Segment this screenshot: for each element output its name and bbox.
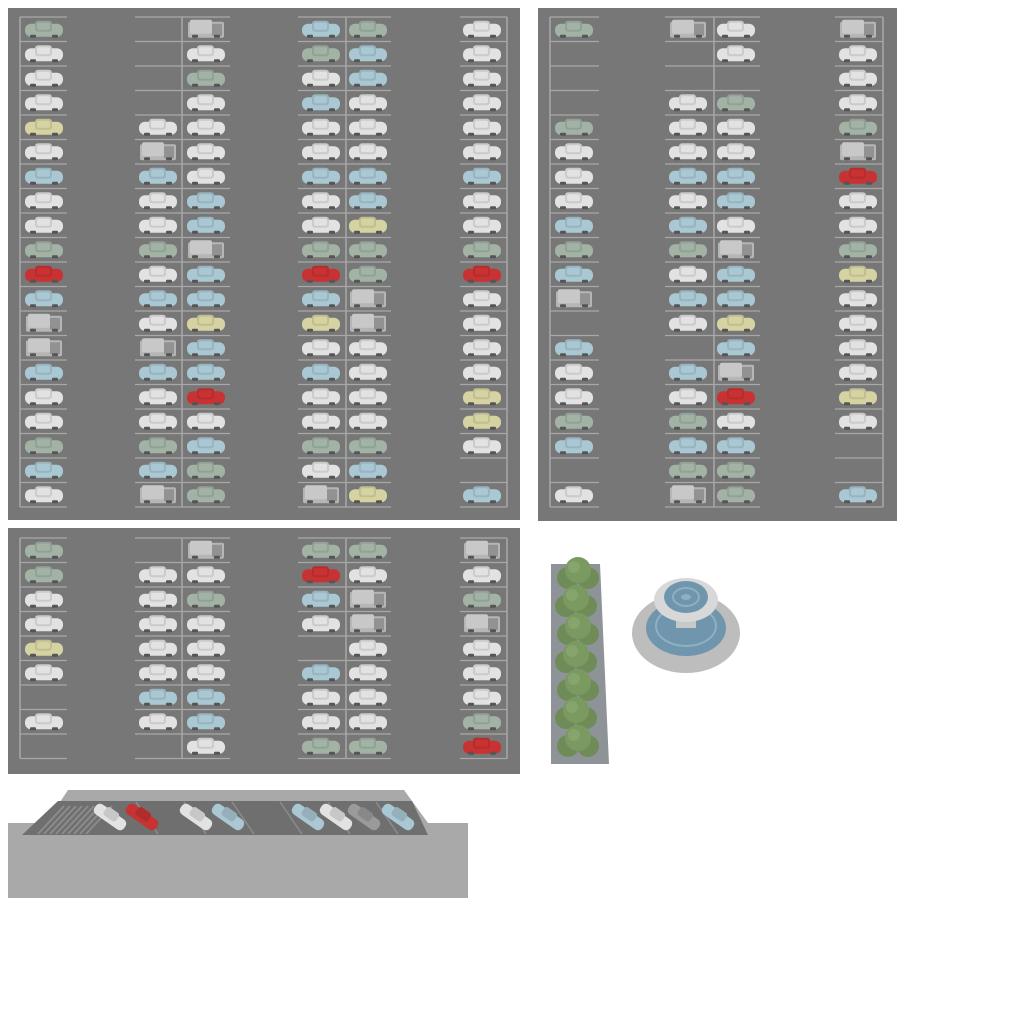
parked-car	[669, 388, 707, 405]
parked-car	[718, 363, 754, 381]
parked-car	[139, 689, 177, 706]
parked-cars	[25, 541, 501, 755]
parked-car	[463, 388, 501, 405]
parked-car	[463, 315, 501, 332]
parked-car	[139, 664, 177, 681]
parked-car	[25, 462, 63, 479]
parked-car	[25, 119, 63, 136]
parked-car	[463, 738, 501, 755]
parked-car	[463, 591, 501, 608]
parked-car	[25, 290, 63, 307]
parked-car	[302, 94, 340, 111]
parked-car	[302, 168, 340, 185]
parked-car	[302, 290, 340, 307]
parked-car	[302, 689, 340, 706]
parked-car	[25, 21, 63, 38]
parked-car	[139, 462, 177, 479]
parked-car	[139, 266, 177, 283]
parked-car	[350, 614, 386, 632]
parked-car	[25, 45, 63, 62]
parked-car	[349, 689, 387, 706]
parked-car	[839, 45, 877, 62]
parked-car	[187, 388, 225, 405]
parked-car	[555, 241, 593, 258]
parked-car	[840, 142, 876, 160]
parked-car	[139, 591, 177, 608]
parked-car	[25, 486, 63, 503]
parked-car	[669, 217, 707, 234]
parked-car	[349, 462, 387, 479]
parked-car	[187, 45, 225, 62]
parked-car	[349, 542, 387, 559]
parked-car	[669, 364, 707, 381]
parked-car	[555, 266, 593, 283]
parked-car	[349, 566, 387, 583]
parked-car	[349, 192, 387, 209]
parked-cars	[25, 20, 501, 504]
parked-car	[187, 364, 225, 381]
parked-car	[25, 217, 63, 234]
parked-car	[669, 119, 707, 136]
parked-car	[25, 413, 63, 430]
parking-lines	[550, 17, 883, 507]
parked-car	[302, 119, 340, 136]
parked-car	[669, 168, 707, 185]
parked-car	[140, 485, 176, 503]
parked-car	[139, 168, 177, 185]
parked-car	[669, 241, 707, 258]
parked-car	[139, 217, 177, 234]
parked-car	[839, 388, 877, 405]
parked-car	[839, 168, 877, 185]
parked-car	[140, 338, 176, 356]
parking-lot-small	[8, 528, 520, 774]
parked-car	[139, 119, 177, 136]
parked-car	[555, 21, 593, 38]
parked-car	[463, 486, 501, 503]
parked-car	[349, 413, 387, 430]
parked-car	[839, 266, 877, 283]
parked-car	[349, 70, 387, 87]
parked-car	[717, 290, 755, 307]
parked-car	[717, 21, 755, 38]
parked-car	[139, 241, 177, 258]
parked-car	[349, 143, 387, 160]
parked-car	[555, 339, 593, 356]
parked-car	[464, 541, 500, 559]
parking-lot-right-canvas	[538, 8, 897, 521]
parked-car	[302, 713, 340, 730]
parked-car	[717, 266, 755, 283]
parked-car	[302, 217, 340, 234]
parked-car	[839, 486, 877, 503]
parked-car	[349, 738, 387, 755]
parked-car	[839, 119, 877, 136]
parked-car	[839, 315, 877, 332]
parked-car	[187, 168, 225, 185]
parked-car	[717, 192, 755, 209]
parked-car	[187, 192, 225, 209]
parked-car	[669, 315, 707, 332]
parked-car	[839, 413, 877, 430]
parked-car	[139, 640, 177, 657]
parked-car	[669, 94, 707, 111]
parked-car	[463, 168, 501, 185]
parking-lot-small-canvas	[8, 528, 520, 774]
parking-lot-right	[538, 8, 897, 521]
parked-car	[302, 70, 340, 87]
parked-car	[25, 364, 63, 381]
parked-car	[463, 689, 501, 706]
parked-car	[187, 437, 225, 454]
parked-car	[349, 364, 387, 381]
fountain-jet	[681, 594, 691, 600]
parked-car	[187, 119, 225, 136]
parked-car	[670, 485, 706, 503]
parked-car	[349, 21, 387, 38]
parked-car	[839, 192, 877, 209]
parked-car	[187, 266, 225, 283]
parked-car	[669, 290, 707, 307]
parked-car	[717, 388, 755, 405]
parked-car	[349, 168, 387, 185]
parked-car	[25, 591, 63, 608]
parked-car	[302, 738, 340, 755]
parked-car	[25, 542, 63, 559]
parked-car	[463, 143, 501, 160]
parked-car	[463, 94, 501, 111]
parked-car	[555, 437, 593, 454]
parked-car	[717, 462, 755, 479]
parked-car	[555, 217, 593, 234]
parked-car	[717, 168, 755, 185]
parked-car	[718, 240, 754, 258]
parked-car	[839, 290, 877, 307]
parked-car	[463, 664, 501, 681]
parked-car	[187, 339, 225, 356]
parked-car	[139, 566, 177, 583]
parked-car	[839, 339, 877, 356]
parked-car	[187, 738, 225, 755]
parked-car	[187, 94, 225, 111]
parked-car	[463, 640, 501, 657]
parked-car	[463, 713, 501, 730]
parked-car	[302, 388, 340, 405]
parked-car	[25, 664, 63, 681]
parked-car	[303, 485, 339, 503]
parked-car	[25, 640, 63, 657]
parked-car	[25, 437, 63, 454]
parked-car	[839, 364, 877, 381]
parked-car	[669, 413, 707, 430]
parked-car	[349, 713, 387, 730]
parked-car	[302, 45, 340, 62]
parked-car	[187, 462, 225, 479]
parked-car	[302, 462, 340, 479]
parked-car	[25, 241, 63, 258]
parked-car	[25, 266, 63, 283]
parked-car	[349, 217, 387, 234]
parked-car	[555, 486, 593, 503]
parked-car	[349, 241, 387, 258]
parking-ramp	[8, 788, 468, 898]
parked-car	[717, 119, 755, 136]
parked-car	[302, 339, 340, 356]
parked-car	[25, 94, 63, 111]
parked-car	[840, 20, 876, 38]
parked-car	[839, 217, 877, 234]
parked-car	[669, 143, 707, 160]
parked-car	[302, 315, 340, 332]
parked-car	[717, 437, 755, 454]
parked-car	[187, 566, 225, 583]
parked-car	[463, 21, 501, 38]
parked-car	[717, 143, 755, 160]
parked-car	[349, 388, 387, 405]
parked-car	[555, 119, 593, 136]
parked-car	[349, 664, 387, 681]
parked-car	[839, 94, 877, 111]
parked-car	[350, 289, 386, 307]
parked-car	[555, 388, 593, 405]
parking-lot-main-canvas	[8, 8, 520, 520]
parked-car	[463, 437, 501, 454]
parked-car	[839, 70, 877, 87]
parked-car	[717, 486, 755, 503]
parked-car	[555, 143, 593, 160]
parked-car	[302, 437, 340, 454]
parked-car	[350, 314, 386, 332]
fountain	[628, 576, 744, 678]
parked-car	[302, 413, 340, 430]
parked-car	[139, 290, 177, 307]
parked-car	[349, 266, 387, 283]
parked-car	[187, 315, 225, 332]
parked-car	[463, 241, 501, 258]
parked-car	[26, 314, 62, 332]
parked-car	[350, 590, 386, 608]
parked-car	[555, 364, 593, 381]
parked-car	[187, 486, 225, 503]
parked-car	[839, 241, 877, 258]
parked-car	[349, 45, 387, 62]
parked-car	[349, 119, 387, 136]
parked-car	[187, 217, 225, 234]
parked-car	[302, 591, 340, 608]
parked-car	[463, 119, 501, 136]
parked-car	[717, 45, 755, 62]
parked-car	[187, 664, 225, 681]
parked-car	[349, 437, 387, 454]
parked-car	[463, 413, 501, 430]
parked-car	[349, 486, 387, 503]
parked-car	[139, 388, 177, 405]
parked-car	[555, 168, 593, 185]
parked-car	[139, 364, 177, 381]
parked-car	[187, 290, 225, 307]
parking-lot-main	[8, 8, 520, 520]
parked-car	[25, 192, 63, 209]
parked-car	[139, 615, 177, 632]
parked-car	[139, 413, 177, 430]
parked-car	[669, 192, 707, 209]
parked-car	[302, 542, 340, 559]
parked-car	[25, 615, 63, 632]
parked-car	[463, 217, 501, 234]
parked-car	[669, 437, 707, 454]
parked-car	[139, 713, 177, 730]
parked-car	[717, 339, 755, 356]
parked-car	[717, 413, 755, 430]
parked-car	[187, 615, 225, 632]
parked-car	[302, 21, 340, 38]
parked-car	[140, 142, 176, 160]
parked-car	[25, 566, 63, 583]
parked-car	[139, 192, 177, 209]
parked-car	[188, 20, 224, 38]
parked-car	[464, 614, 500, 632]
parked-car	[188, 240, 224, 258]
parked-car	[25, 713, 63, 730]
parked-car	[302, 566, 340, 583]
parked-car	[302, 615, 340, 632]
parking-lines	[20, 538, 507, 759]
parked-car	[302, 266, 340, 283]
parked-car	[463, 70, 501, 87]
parked-car	[670, 20, 706, 38]
parked-car	[463, 364, 501, 381]
parked-car	[187, 640, 225, 657]
parked-car	[463, 290, 501, 307]
parked-car	[463, 45, 501, 62]
parked-car	[463, 266, 501, 283]
parked-car	[717, 217, 755, 234]
parked-car	[187, 591, 225, 608]
parked-car	[302, 664, 340, 681]
parked-car	[463, 339, 501, 356]
parked-car	[669, 462, 707, 479]
parked-car	[26, 338, 62, 356]
parked-car	[349, 94, 387, 111]
tree-planter	[548, 552, 612, 766]
parked-car	[139, 437, 177, 454]
parked-car	[555, 192, 593, 209]
parked-car	[717, 315, 755, 332]
parked-car	[717, 94, 755, 111]
parked-car	[187, 143, 225, 160]
parked-car	[302, 364, 340, 381]
parked-car	[463, 566, 501, 583]
parked-car	[555, 413, 593, 430]
parked-car	[187, 413, 225, 430]
parked-car	[349, 640, 387, 657]
parked-car	[556, 289, 592, 307]
parked-car	[463, 192, 501, 209]
parked-car	[669, 266, 707, 283]
parked-car	[187, 713, 225, 730]
parked-car	[139, 315, 177, 332]
parked-car	[302, 192, 340, 209]
parked-car	[188, 541, 224, 559]
parked-car	[25, 143, 63, 160]
parked-car	[25, 168, 63, 185]
parked-car	[187, 689, 225, 706]
parked-car	[302, 143, 340, 160]
parked-car	[302, 241, 340, 258]
parked-car	[349, 339, 387, 356]
parked-car	[25, 388, 63, 405]
parked-car	[25, 70, 63, 87]
parked-car	[187, 70, 225, 87]
parking-lines	[20, 17, 507, 507]
